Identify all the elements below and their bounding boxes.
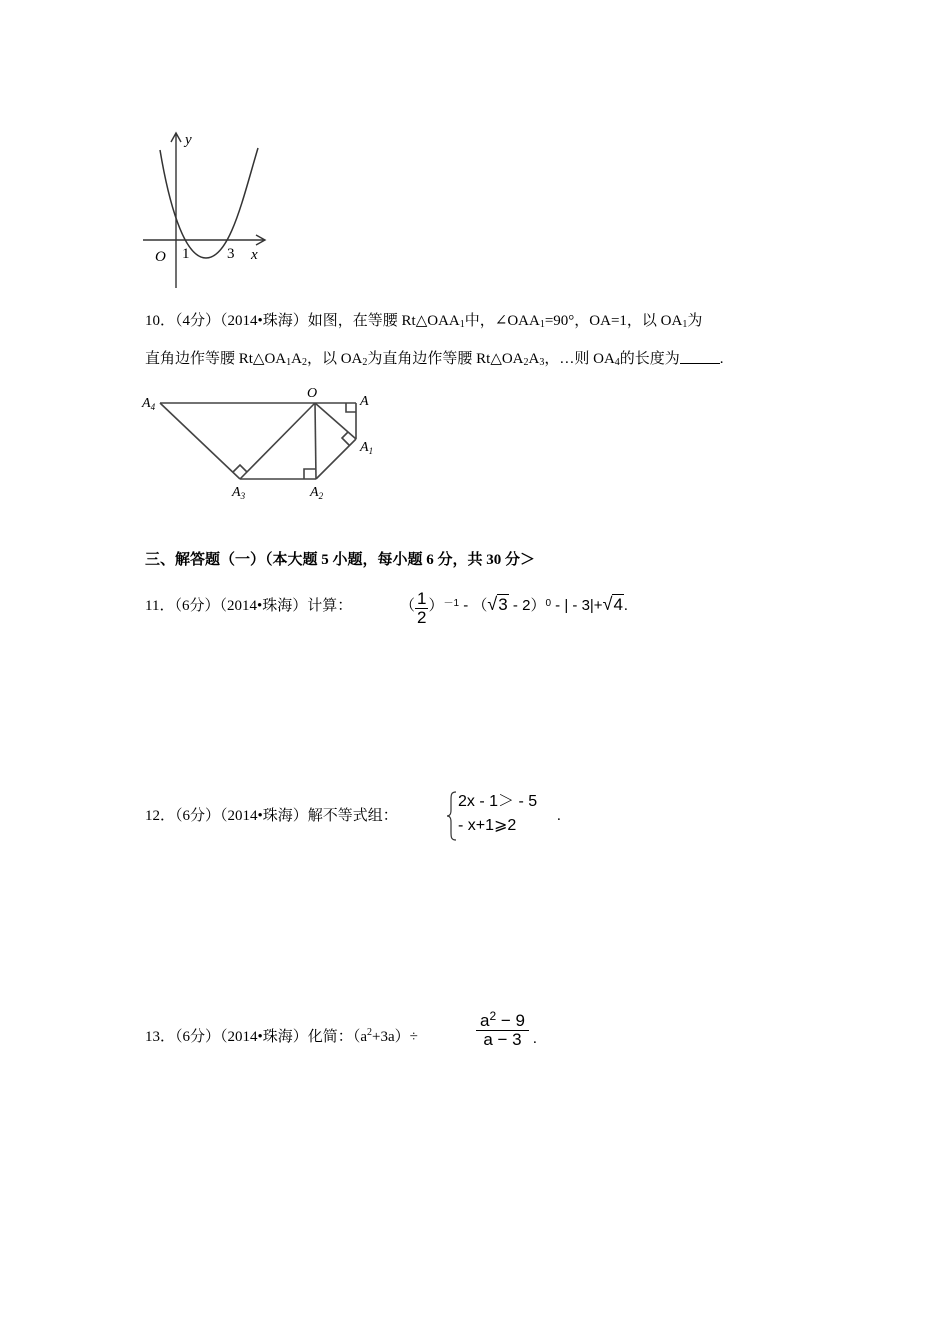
inequality-2: - x+1⩾2 [458,817,517,834]
exponent: 2 [366,1027,372,1038]
subscript: 1 [682,319,688,330]
inequality-system [458,790,537,838]
radicand: 3 [498,594,508,614]
fraction-numerator [476,1009,529,1031]
subscript: 2 [362,357,368,368]
q12-period: . [557,808,561,824]
subscript: 1 [286,357,292,368]
subscript: 1 [459,319,465,330]
q10-line1 [145,311,702,331]
period: . [623,597,628,614]
fraction-denominator: 2 [417,608,427,627]
subscript: 2 [301,357,307,368]
expr-text: +3a）÷ [371,1029,418,1045]
num-text: − 9 [496,1011,525,1030]
fraction-numerator: 1 [417,589,427,608]
right-angle-a1-icon [342,432,349,445]
label-o: O [307,386,318,401]
exponent: 2 [489,1009,497,1023]
label-a3: $A_3$ [232,485,246,501]
q13-source: （2014•珠海） [220,1029,308,1045]
segment-a3-a4 [160,403,240,479]
paren: ） [428,597,444,614]
q10-text: =90°，OA=1，以 OA [544,313,683,329]
subscript: 4 [614,357,620,368]
subscript: 3 [539,357,545,368]
q10-points: （4分） [175,313,221,329]
sqrt-3: √3 [487,593,508,614]
q13-number: 13． [145,1029,176,1045]
q10-line2 [145,349,724,369]
q13-period: . [533,1031,537,1047]
q10-text: 为直角边作等腰 Rt△OA [367,351,524,367]
q13-line [145,1027,418,1047]
sqrt-4: √4 [602,593,623,614]
inequality-1: 2x - 1＞ - 5 [458,793,538,810]
parabola-figure [138,128,273,290]
answer-blank [680,349,720,364]
q11-number: 11． [145,598,175,614]
q12-number: 12． [145,808,176,824]
label-a1: $A_1$ [360,440,374,456]
brace-icon [446,790,458,842]
y-axis-label: y [185,132,192,148]
label-a: A [360,394,369,409]
section-heading: 三、解答题（一）（本大题 5 小题，每小题 6 分，共 30 分＞ [145,552,536,568]
q12-prompt: 解不等式组： [307,808,398,824]
x-axis-label: x [251,247,258,263]
expr-text: （a [352,1029,367,1045]
label-a2: $A_2$ [310,485,324,501]
q10-text: 直角边作等腰 Rt△OA [145,351,287,367]
fraction-denominator: a − 3 [483,1030,522,1049]
q13-fraction [476,1009,529,1049]
q11-points: （6分） [174,598,220,614]
segment-o-a3 [240,403,315,479]
q12-line [145,806,398,826]
q12-points: （6分） [175,808,221,824]
triangles-figure [138,383,388,503]
q10-text: ，以 OA [306,351,363,367]
segment-o-a1 [315,403,356,439]
q10-text: ，…则 OA [544,351,615,367]
q10-text: 为 [687,313,703,329]
q13-points: （6分） [175,1029,221,1045]
root2-label: 3 [227,246,235,262]
q11-expression [400,590,628,627]
q10-text: A [291,351,302,367]
label-a4: $A_4$ [142,396,156,412]
q10-source: （2014•珠海） [220,313,308,329]
exponent: －1 [443,597,460,609]
right-angle-a2-icon [304,469,316,479]
radicand: 4 [613,594,623,614]
paren: （ [400,597,416,614]
root1-label: 1 [182,246,190,262]
num-text: a [480,1011,490,1030]
q13-prompt: 化简： [307,1029,353,1045]
exponent: 0 [545,597,552,609]
origin-label: O [155,249,166,265]
segment-o-a2 [315,403,316,479]
expr-text: - | - 3|+ [551,596,603,614]
expr-text: - 2） [508,596,546,614]
q12-source: （2014•珠海） [220,808,308,824]
expr-text: - （ [459,596,488,614]
subscript: 1 [539,319,545,330]
segment-a1-a2 [316,439,356,479]
parabola-curve [160,148,258,258]
right-angle-a-icon [346,403,356,412]
q10-text: 中，∠OAA [464,313,540,329]
q10-text: A [528,351,540,367]
q10-text: . [719,351,724,367]
fraction-one-half [415,590,428,627]
q11-source: （2014•珠海） [219,598,308,614]
q11-line [145,596,352,616]
q10-text: 的长度为 [619,351,680,367]
q10-number: 10． [145,313,176,329]
subscript: 2 [523,357,529,368]
q10-text: 如图，在等腰 Rt△OAA [307,313,460,329]
right-angle-a3-icon [233,465,247,472]
q11-prompt: 计算： [307,598,353,614]
